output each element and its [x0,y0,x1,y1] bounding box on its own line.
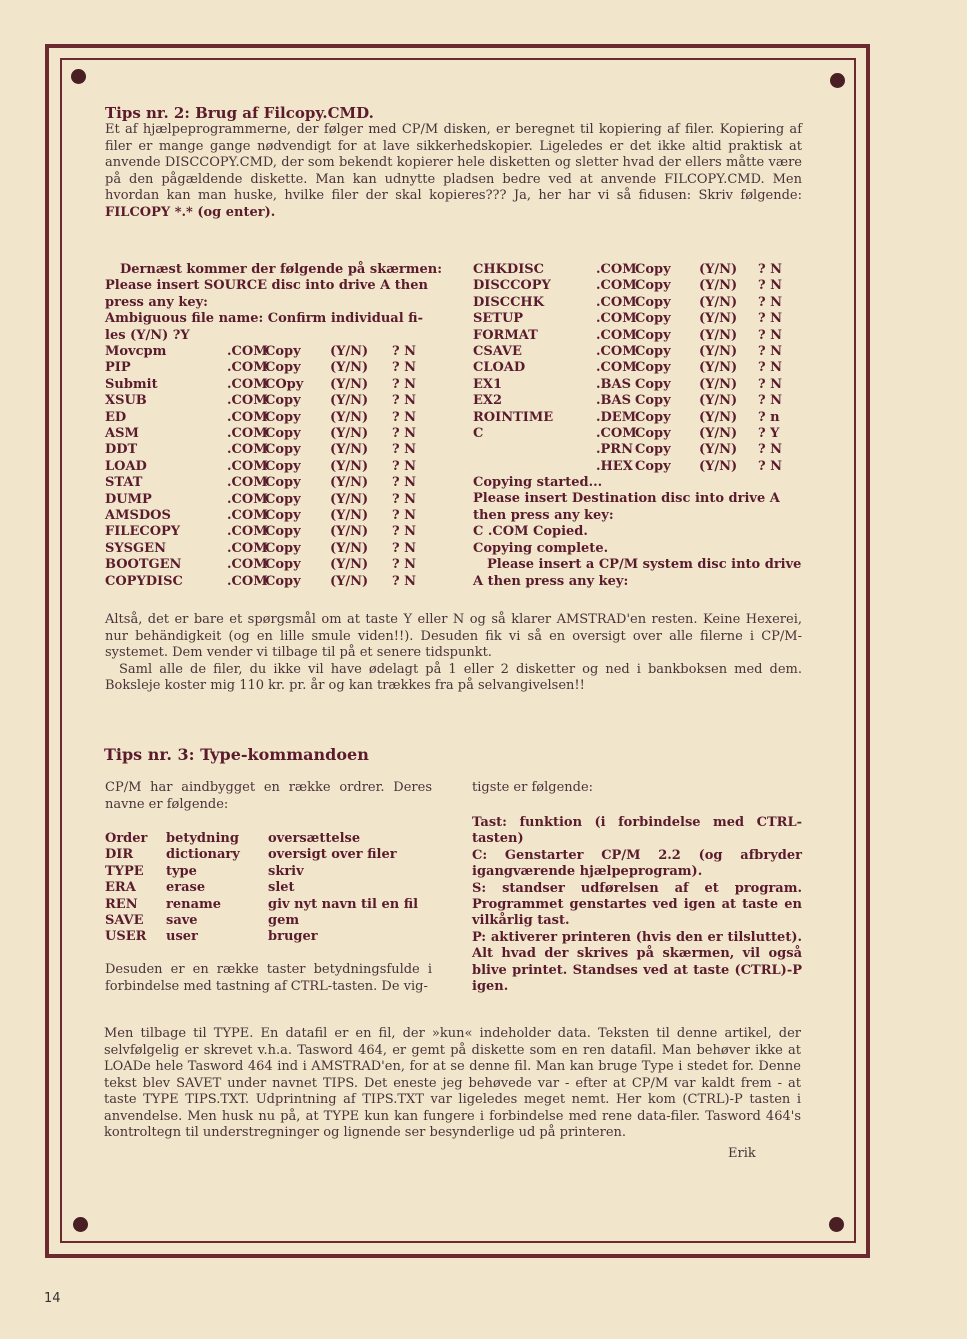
file-row [105,557,445,573]
file-name: COPYDISC [105,573,183,589]
tip2-outro-p2: Saml alle de filer, du ikke vil have ødelagt på 1 eller 2 disketter og ned i bankboksen med dem. Bokslejе koster mig 110 kr. pr. år og kan trækkes fra på selvangivelsen!! [105,661,802,693]
answer: ? N [392,458,417,474]
file-name: BOOTGEN [105,557,182,573]
answer: ? N [392,475,417,491]
file-ext: .COM [596,360,637,376]
table-cell: gem [268,912,300,928]
file-ext: .COM [227,425,268,441]
copy-label: Copy [265,344,301,360]
table-cell: USER [105,929,147,945]
yn-prompt: (Y/N) [699,262,738,277]
file-row [105,492,445,508]
file-ext: .HEX [596,458,633,474]
answer: ? N [392,360,417,376]
file-ext: .COM [596,262,637,277]
copy-label: Copy [635,327,671,343]
table-cell: erase [166,880,206,896]
file-row [473,328,803,344]
copy-label: Copy [265,360,301,376]
table-cell: user [166,929,198,945]
file-ext: .COM [227,573,268,589]
yn-prompt: (Y/N) [330,475,369,491]
table-cell: type [166,863,197,879]
file-name: Movcpm [105,344,167,360]
table-cell: DIR [105,847,134,863]
table-cell: bruger [268,929,318,945]
table-cell: oversigt over filer [268,847,397,863]
file-ext: .COM [227,524,268,540]
answer: ? N [758,376,783,392]
file-row [105,475,445,491]
file-ext: .COM [227,458,268,474]
screen-line: A then press any key: [473,573,629,589]
table-row [105,897,435,913]
file-ext: .COM [227,376,268,392]
yn-prompt: (Y/N) [330,507,369,523]
table-row [105,913,435,929]
screen-line: Please insert a CP/M system disc into drive [487,557,802,573]
yn-prompt: (Y/N) [330,524,369,540]
yn-prompt: (Y/N) [330,425,369,441]
file-name: ASM [105,425,139,441]
yn-prompt: (Y/N) [330,344,369,360]
file-ext: .COM [227,475,268,491]
file-ext: .COM [227,557,268,573]
answer: ? N [758,327,783,343]
yn-prompt: (Y/N) [699,409,738,425]
ctrl-key-item: Tast: funktion (i forbindelse med CTRL-tasten) [472,815,802,847]
copy-label: Copy [635,425,671,441]
file-ext: .BAS [596,376,631,392]
table-cell: slet [268,880,295,896]
yn-prompt: (Y/N) [699,311,738,327]
screen-line: Ambiguous file name: Confirm individual fi- [105,311,424,327]
file-row [105,442,445,458]
screen-line: Copying started... [473,475,603,491]
tip3-after-table: Desuden er en række taster betydningsfulde i forbindelse med tastning af CTRL-tasten. De vig- [105,962,432,994]
yn-prompt: (Y/N) [330,540,369,556]
screen-line: Please insert Destination disc into drive A [473,491,780,507]
copy-label: Copy [635,458,671,474]
file-name: SYSGEN [105,540,166,556]
yn-prompt: (Y/N) [699,442,738,458]
file-name: AMSDOS [105,507,171,523]
answer: ? N [392,344,417,360]
copy-label: Copy [635,343,671,359]
file-name: XSUB [105,393,147,409]
tip2-intro-text: Et af hjælpeprogrammerne, der følger med CP/M disken, er beregnet til kopiering af filer. Kopiering af filer er mange gange nødvendigt for at lave sikkerhedskopier. Ligeledes er det ikke altid praktisk at anvende DISCCOPY.CMD, der som bekendt kopierer hele disketten og sletter hvad der ellers måtte være på den pågældende diskette. Man kan udnytte pladsen bedre ved at anvende FILCOPY.CMD. Men hvordan kan man huske, hvilke filer der skal kopieres??? Ja, her har vi så fidusen: Skriv følgende: [105,122,802,203]
answer: ? N [392,507,417,523]
screen-line: Please insert SOURCE disc into drive A then [105,278,428,294]
corner-dot [73,1217,88,1232]
yn-prompt: (Y/N) [699,458,738,474]
file-row [105,524,445,540]
table-cell: betydning [166,831,239,846]
screen-line: then press any key: [473,507,614,523]
file-row [105,426,445,442]
copy-label: Copy [265,393,301,409]
copy-label: Copy [265,475,301,491]
answer: ? N [758,262,783,277]
table-cell: Order [105,831,148,846]
file-row [473,410,803,426]
file-name: DISCCOPY [473,278,551,294]
tip3-final: Men tilbage til TYPE. En datafil er en fil, der »kun« indeholder data. Teksten til denne artikel, der selvfølgelig er skrevet v.h.a. Tasword 464, er gemt på diskette som en ren datafil. Man behøver ikke at LOADe hele Tasword 464 ind i AMSTRAD'en, for at se denne fil. Man kan bruge Type i stedet for. Denne tekst blev SAVET under navnet TIPS. Det eneste jeg behøvede var - efter at CP/M var kaldt frem - at taste TYPE TIPS.TXT. Udprintning af TIPS.TXT var ligeledes meget nemt. Her kom (CTRL)-P tasten i anvendelse. Men husk nu på, at TYPE kun kan fungere i forbindelse med rene data-filer. Tasword 464's kontroltegn til understregninger og lignende ser besynderlige ud på printeren. [104,1026,801,1140]
yn-prompt: (Y/N) [330,557,369,573]
ctrl-keys-list [472,815,802,995]
answer: ? N [392,425,417,441]
file-name: EX1 [473,376,503,392]
copy-label: Copy [265,573,301,589]
file-name: ROINTIME [473,409,554,425]
file-name: ED [105,409,127,425]
copy-label: Copy [635,311,671,327]
table-cell: save [166,912,198,928]
screen-line: C .COM Copied. [473,524,588,540]
answer: ? Y [758,425,780,441]
yn-prompt: (Y/N) [699,376,738,392]
copy-label: Copy [265,491,301,507]
page-number: 14 [44,1291,61,1306]
yn-prompt: (Y/N) [330,376,369,392]
copy-label: Copy [635,278,671,294]
yn-prompt: (Y/N) [699,360,738,376]
file-name: EX2 [473,393,503,409]
copy-label: Copy [635,393,671,409]
screen-line: press any key: [105,294,208,310]
file-ext: .PRN [596,442,633,458]
file-ext: .COM [596,343,637,359]
answer: ? N [392,540,417,556]
file-name: DDT [105,442,138,458]
copy-label: Copy [265,540,301,556]
yn-prompt: (Y/N) [330,573,369,589]
table-row [105,929,435,945]
file-row [105,344,445,360]
answer: ? N [392,524,417,540]
copy-label: Copy [265,557,301,573]
answer: ? N [392,557,417,573]
file-ext: .DEM [596,409,637,425]
file-name: Submit [105,376,158,392]
file-ext: .COM [227,393,268,409]
tip2-title: Tips nr. 2: Brug af Filcopy.CMD. [105,104,374,122]
ctrl-key-item: P: aktiverer printeren (hvis den er tilsluttet). Alt hvad der skrives på skærmen, vil også blive printet. Standses ved at taste (CTRL)-P igen. [472,929,802,995]
table-row [105,864,435,880]
answer: ? N [758,360,783,376]
file-row [105,360,445,376]
file-row [473,393,803,409]
file-row [473,442,803,458]
copy-label: Copy [635,360,671,376]
file-ext: .COM [596,327,637,343]
file-ext: .COM [227,442,268,458]
corner-dot [829,1217,844,1232]
answer: ? N [758,343,783,359]
ctrl-key-item: S: standser udførelsen af et program. Programmet genstartes ved igen at taste en vilkårlig tast. [472,880,802,929]
file-name: DISCCHK [473,294,545,310]
file-ext: .COM [227,344,268,360]
table-cell: TYPE [105,863,144,879]
copy-label: Copy [265,524,301,540]
file-name: STAT [105,475,143,491]
file-ext: .COM [227,507,268,523]
yn-prompt: (Y/N) [330,360,369,376]
copy-label: Copy [265,409,301,425]
file-row [105,459,445,475]
table-cell: skriv [268,863,304,879]
table-cell: giv nyt navn til en fil [268,896,419,912]
yn-prompt: (Y/N) [330,393,369,409]
table-row [105,880,435,896]
screen-line: Dernæst kommer der følgende på skærmen: [120,262,443,277]
screen-line: les (Y/N) ?Y [105,327,190,343]
file-row [105,541,445,557]
ctrl-key-item: C: Genstarter CP/M 2.2 (og afbryder igangværende hjælpeprogram). [472,847,802,880]
file-name: CHKDISC [473,262,545,277]
file-name: SETUP [473,311,524,327]
table-cell: dictionary [166,847,240,863]
file-row [473,278,803,294]
copy-label: Copy [635,376,671,392]
answer: ? N [392,573,417,589]
file-row [473,360,803,376]
answer: ? N [392,491,417,507]
table-row [105,831,435,847]
file-row [105,508,445,524]
command-table [105,831,435,946]
file-ext: .COM [596,311,637,327]
file-name: FORMAT [473,327,538,343]
file-ext: .COM [596,425,637,441]
answer: ? N [758,294,783,310]
file-name: LOAD [105,458,147,474]
table-cell: ERA [105,880,136,896]
table-cell: SAVE [105,912,144,928]
file-ext: .COM [596,294,637,310]
corner-dot [71,69,86,84]
tip2-intro [105,122,802,221]
tip2-intro-command: FILCOPY *.* (og enter). [105,204,276,220]
copy-label: Copy [265,458,301,474]
copy-label: Copy [265,507,301,523]
copy-label: COpy [265,376,304,392]
screen-output-right [473,262,803,590]
file-ext: .COM [227,360,268,376]
yn-prompt: (Y/N) [330,458,369,474]
yn-prompt: (Y/N) [330,442,369,458]
answer: ? N [392,376,417,392]
yn-prompt: (Y/N) [330,409,369,425]
file-row [473,311,803,327]
yn-prompt: (Y/N) [330,491,369,507]
file-row [473,262,803,278]
corner-dot [830,73,845,88]
file-row [105,410,445,426]
yn-prompt: (Y/N) [699,343,738,359]
file-row [473,426,803,442]
answer: ? N [758,311,783,327]
file-name: PIP [105,360,131,376]
file-name: CLOAD [473,360,526,376]
copy-label: Copy [635,442,671,458]
file-name: DUMP [105,491,152,507]
answer: ? N [758,458,783,474]
signature: Erik [728,1146,756,1161]
file-row [473,295,803,311]
table-cell: rename [166,896,222,912]
tip3-intro: CP/M har aindbygget en række ordrer. Deres navne er følgende: [105,780,432,812]
copy-label: Copy [265,442,301,458]
file-ext: .COM [227,409,268,425]
yn-prompt: (Y/N) [699,278,738,294]
yn-prompt: (Y/N) [699,425,738,441]
file-ext: .COM [596,278,637,294]
tip2-outro [105,612,802,695]
file-name: CSAVE [473,343,522,359]
copy-label: Copy [635,262,671,277]
yn-prompt: (Y/N) [699,327,738,343]
answer: ? n [758,409,780,425]
file-ext: .COM [227,491,268,507]
screen-output-left [105,262,445,590]
file-row [473,459,803,475]
file-row [105,574,445,590]
file-row [473,377,803,393]
answer: ? N [392,409,417,425]
copy-label: Copy [635,294,671,310]
yn-prompt: (Y/N) [699,294,738,310]
copy-label: Copy [265,425,301,441]
table-cell: oversættelse [268,831,361,846]
copy-label: Copy [635,409,671,425]
answer: ? N [758,442,783,458]
file-name: C [473,425,484,441]
file-row [473,344,803,360]
yn-prompt: (Y/N) [699,393,738,409]
table-row [105,847,435,863]
table-cell: REN [105,896,138,912]
answer: ? N [392,393,417,409]
file-ext: .BAS [596,393,631,409]
answer: ? N [758,278,783,294]
file-row [105,393,445,409]
tip2-outro-p1: Altså, det er bare et spørgsmål om at taste Y eller N og så klarer AMSTRAD'en resten. Keine Hexerei, nur behändigkeit (og en lille smule viden!!). Desuden fik vi så en oversigt over alle filerne i CP/M-systemet. Dem vender vi tilbage til på et senere tidspunkt. [105,612,802,660]
answer: ? N [392,442,417,458]
tip3-title: Tips nr. 3: Type-kommandoen [104,745,369,764]
file-ext: .COM [227,540,268,556]
file-name: FILECOPY [105,524,181,540]
screen-line: Copying complete. [473,540,609,556]
file-row [105,377,445,393]
tip3-after-table-cont: tigste er følgende: [472,780,594,795]
answer: ? N [758,393,783,409]
